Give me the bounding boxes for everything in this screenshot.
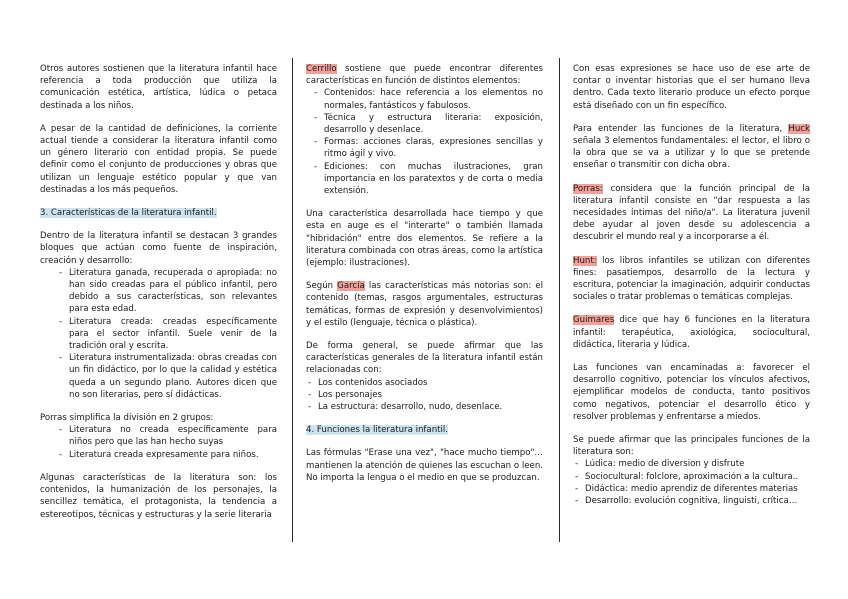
- list-item: - Ediciones: con muchas ilustraciones, gran importancia en los paratextos y de corta o media extensión.: [306, 161, 543, 198]
- section-heading-4: [306, 424, 543, 436]
- list-item: - Contenidos: hace referencia a los elementos no normales, fantásticos y fabulosos.: [306, 87, 543, 111]
- paragraph: Porras simplifica la división en 2 grupos:: [40, 413, 214, 424]
- section-heading-3-text: 3. Características de la literatura infantil.: [40, 208, 217, 219]
- paragraph: Con esas expresiones se hace uso de ese arte de contar o inventar historias que el ser humano lleva dentro. Cada texto literario produce un efecto porque está diseñado con un fin específico.: [573, 64, 810, 111]
- list-item: - Literatura no creada específicamente para niños pero que las han hecho suyas: [40, 424, 277, 448]
- section-heading-3: [40, 207, 277, 219]
- paragraph-text: dice que hay 6 funciones en la literatura infantil: terapéutica, axiológica, sociocultural, didáctica, literaria y lúdica.: [573, 315, 810, 350]
- list-item: - Literatura ganada, recuperada o apropiada: no han sido creadas para el público infantil, pero debido a sus características, son relevantes para esta edad.: [40, 267, 277, 316]
- paragraph: De forma general, se puede afirmar que las características generales de la literatura infantil están relacionadas con:: [306, 341, 543, 376]
- author-name-highlight: Porras:: [573, 183, 603, 194]
- column-divider: [559, 58, 560, 542]
- paragraph-text: Según: [306, 281, 338, 292]
- author-name-highlight: Cerrillo: [306, 64, 337, 74]
- column-1: [40, 63, 277, 532]
- paragraph: A pesar de la cantidad de definiciones, la corriente actual tiende a considerar la literatura infantil como un género literario con entidad propia. Se puede definir como el conjunto de producciones y obras que utilizan un lenguaje estético popular y que van destinadas a los más pequeños.: [40, 123, 277, 195]
- paragraph: Las fórmulas "Erase una vez", "hace mucho tiempo"… mantienen la atención de quienes las escuchan o leen. No importa la lengua o el medio en que se produzcan.: [306, 448, 543, 483]
- list-item: - Formas: acciones claras, expresiones sencillas y ritmo ágil y vivo.: [306, 136, 543, 160]
- list-item: - Literatura creada expresamente para niños.: [40, 449, 277, 461]
- paragraph: Se puede afirmar que las principales funciones de la literatura son:: [573, 435, 810, 458]
- author-name-highlight: Guimares: [573, 315, 615, 326]
- paragraph: [573, 314, 810, 351]
- list-item: - Didáctica: medio aprendiz de diferentes materias: [573, 483, 810, 495]
- paragraph: [306, 280, 543, 329]
- list-item: - Literatura instrumentalizada: obras creadas con un fin didáctico, por lo que la calidad y estética queda a un segundo plano. Autores dicen que no son literarias, pero sí didácticas.: [40, 352, 277, 401]
- paragraph-text: considera que la función principal de la literatura infantil consiste en "dar respuesta a las necesidades íntimas del niño/a". La literatura juvenil debe ayudar al joven desde su adolescencia a descubrir el mundo real y a incorporarse a él.: [573, 183, 810, 243]
- section-heading-4-text: 4. Funciones la literatura infantil.: [306, 425, 449, 436]
- paragraph: Las funciones van encaminadas a: favorecer el desarrollo cognitivo, potenciar los vínculos afectivos, ejemplificar modelos de conducta, tanto positivos como negativos, potenciar el desarrollo ético y resolver problemas y enfrentarse a miedos.: [573, 363, 810, 422]
- generales-list: [306, 377, 543, 414]
- paragraph: Dentro de la literatura infantil se destacan 3 grandes bloques que actúan como fuente de inspiración, creación y desarrollo:: [40, 231, 277, 266]
- list-item: - Lúdica: medio de diversion y disfrute: [573, 458, 810, 470]
- author-name-highlight: Hunt:: [573, 255, 597, 266]
- paragraph-text: las características más notorias son: el contenido (temas, rasgos argumentales, estructuras temáticas, formas de expresión y desenvolvimientos) y el estilo (lenguaje, técnica o plástica).: [306, 281, 543, 328]
- list-item: - Desarrollo: evolución cognitiva, linguisti, crítica…: [573, 495, 810, 507]
- list-item: - Técnica y estructura literaria: exposición, desarrollo y desenlace.: [306, 112, 543, 136]
- list-item: - Los personajes: [306, 389, 543, 401]
- list-item: - La estructura: desarrollo, nudo, desenlace.: [306, 401, 543, 413]
- list-item: - Literatura creada: creadas específicamente para el sector infantil. Suele venir de la tradición oral y escrita.: [40, 316, 277, 353]
- paragraph: Una característica desarrollada hace tiempo y que esta en auge es el "interarte" o también llamada "hibridación" entre dos elementos. Se refiere a la literatura combinada con otras áreas, como la artística (ejemplo: ilustraciones).: [306, 209, 543, 269]
- paragraph: [573, 183, 810, 244]
- paragraph: [573, 255, 810, 304]
- list-item: - Los contenidos asociados: [306, 377, 543, 389]
- author-name-highlight: García: [337, 281, 365, 292]
- list-item: - Sociocultural: folclore, aproximación a la cultura..: [573, 471, 810, 483]
- paragraph-text: Para entender las funciones de la literatura,: [573, 123, 789, 134]
- grupos-list: [40, 424, 277, 461]
- column-2: [306, 63, 543, 495]
- author-name-highlight: Huck: [788, 123, 810, 134]
- column-3: [573, 63, 810, 518]
- paragraph: [573, 123, 810, 172]
- paragraph: Algunas características de la literatura son: los contenidos, la humanización de los personajes, la sencillez temática, el protagonista, la tendencia a estereotipos, técnicas y estructuras y la serie literaria: [40, 472, 277, 520]
- elementos-list: [306, 87, 543, 197]
- paragraph-text: señala 3 elementos fundamentales: el lector, el libro o la obra que se va a utilizar y lo que se pretende enseñar o transmitir con dicha obra.: [573, 136, 810, 171]
- paragraph: Otros autores sostienen que la literatura infantil hace referencia a toda producción que utiliza la comunicación estética, artística, lúdica o petaca destinada a los niños.: [40, 64, 277, 111]
- paragraph: [306, 63, 543, 87]
- paragraph-text: los libros infantiles se utilizan con diferentes fines: pasatiempos, desarrollo de la lectura y escritura, potenciar la imaginación, adquirir conductas sociales o tratar problemas o temáticas complejas.: [573, 255, 810, 303]
- bloques-list: [40, 267, 277, 401]
- funciones-list: [573, 458, 810, 507]
- column-divider: [292, 58, 293, 542]
- paragraph-text: sostiene que puede encontrar diferentes características en función de distintos elementos:: [306, 64, 543, 87]
